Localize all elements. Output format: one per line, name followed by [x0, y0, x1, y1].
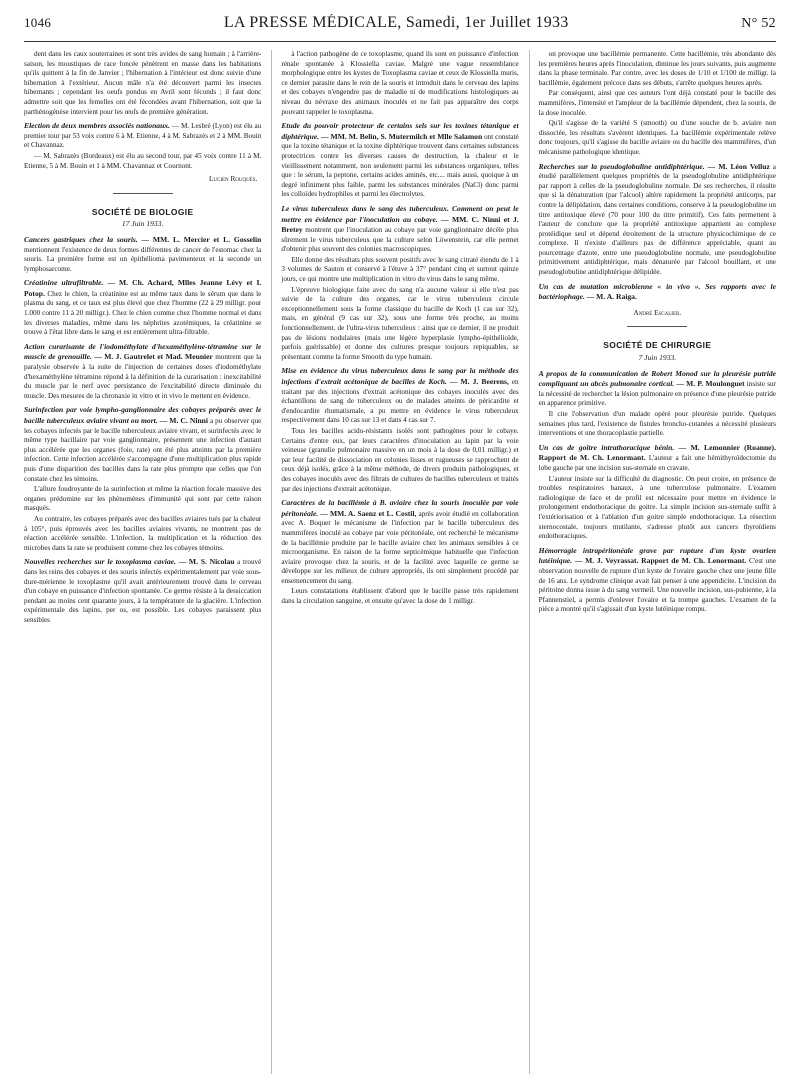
- article-authors: — M. P. Moulonguet: [676, 379, 745, 389]
- article-authors: — M. A. Raiga.: [586, 292, 637, 302]
- session-date: 7 Juin 1933.: [638, 353, 677, 363]
- article-title: A propos de la communication de Robert Monod sur la pleurésie putride compliquant un abcès pulmonaire cortical.: [538, 368, 776, 389]
- paragraph: on provoque une bacillémie permanente. Cette bacillémie, très abondante dès les premières heures après l'inoculation, diminue les jours suivants, puis augmente dans la phase terminale. Par contre, avec les doses de 1/10 et 1/100 de milligr. la bacillémie, également précoce dans ses débuts, s'arrête quelques heures après.: [538, 50, 776, 87]
- article-body: après avoir étudié en collaboration avec A. Boquet le mécanisme de l'infection par le bacille tuberculeux des mammifères inoculé au cobaye par voie péritonéale, ont recherché le mécanisme de la bacillémie produite par le bacille aviaire chez les animaux sensibles à ce microorganisme. En raison de la forme septicémique habituelle que l'infection aviaire provoque chez la souris, et de la facilité avec laquelle ce germe se développe sur les milieux de culture appropriés, ils ont simplement procédé par ensemencement du sang.: [281, 509, 519, 585]
- article-paragraph: Elle donne des résultats plus souvent positifs avec le sang citraté étendu de 1 à 3 volumes de Sauton et conservé à l'étuve à 37° pendant cinq et surtout quinze jours, ce qui montre une multiplication in vitro du virus dans le sang même.: [281, 255, 519, 284]
- article-title: Recherches sur la pseudoglobuline antidiphtérique.: [538, 161, 705, 171]
- article-title: Etude du pouvoir protecteur de certains sels sur les toxines tétanique et diphtérique.: [281, 121, 519, 141]
- article-title: Surinfection par voie lympho-ganglionnaire des cobayes préparés avec le bacille tuberculeux aviaire vivant ou mort.: [24, 405, 262, 425]
- article-body: insiste sur la nécessité de rechercher la lésion pulmonaire en présence d'une pleurésie putride en apparence primitive.: [538, 380, 776, 408]
- article-authors: — M. J. Beerens,: [449, 377, 509, 386]
- article-lead: [24, 342, 261, 402]
- article-lead: [539, 369, 776, 409]
- article: [24, 235, 261, 274]
- article-lead: [24, 557, 261, 625]
- article-authors: — M. Ch. Achard, Mlles Jeanne Lévy et I. Potop.: [24, 278, 262, 298]
- article-title: Caractères de la bacillémie à B. aviaire chez la souris inoculée par voie péritonéale.: [281, 498, 519, 518]
- article: [539, 162, 776, 278]
- article-body: L'auteur a fait une hémithyroïdectomie du lobe gauche par une incision sus-sternale en cravate.: [538, 454, 776, 472]
- article-title: Un cas de mutation microbienne « in vivo ». Ses rapports avec le bactériophage.: [538, 281, 776, 302]
- column-2: [271, 50, 518, 1074]
- session-date: 17 Juin 1933.: [121, 219, 164, 229]
- article: [539, 369, 776, 439]
- article-lead: [281, 204, 518, 255]
- article: [281, 498, 518, 607]
- article-authors: — MM. L. Mercier et L. Gosselin: [141, 234, 262, 244]
- article-title: Nouvelles recherches sur le toxoplasma caviae.: [24, 557, 176, 567]
- article: [281, 204, 518, 363]
- article: [24, 557, 261, 625]
- article-body: a trouvé dans les reins des cobayes et des souris infectés expérimentalement par voie sous-dure-mérienne le toxoplasme qu'il avait antérieurement trouvé dans le cerveau d'un cobaye en puissance d'infection spontanée. Ce germe résiste à la dessiccation pendant au moins cent quarante jours, à la température de la glacière. L'infection expérimentale des lapins, per os, est possible. Les cobayes paraissent plus sensibles: [24, 558, 262, 624]
- article-title: Cancers gastriques chez la souris.: [24, 234, 138, 244]
- article-lead: [539, 282, 776, 303]
- signature: André Escalier.: [633, 308, 682, 317]
- column-3: [529, 50, 776, 1074]
- article-paragraph: Leurs constatations établissent d'abord que le bacille passe très rapidement dans la circulation sanguine, et ensuite qu'avec la dose de 1 milligr.: [281, 587, 519, 606]
- election-text: — M. Sabrazès (Bordeaux) est élu au second tour, par 45 voix contre 11 à M. Etienne, 5 à M. Bouin et 1 à MM. Chavannaz et Cournont.: [24, 151, 262, 170]
- article: [539, 546, 776, 615]
- page-header: [24, 14, 776, 42]
- article: [281, 121, 518, 200]
- article-body: montrent que l'inoculation au cobaye par voie ganglionnaire décèle plus sûrement le virus tuberculeux que la culture selon Löwenstein, car elle permet d'obtenir plus souvent des colonies macroscopiques.: [281, 226, 519, 254]
- columns: [24, 50, 776, 1074]
- article: [539, 282, 776, 303]
- section-divider: [113, 193, 173, 194]
- article-body: en traitant par des injections d'extrait acétonique des cobayes inoculés avec des échantillons de sang de tuberculeux ou de malades atteints de péricardite et d'endocardite rhumatismale, a pu mettre en évidence le virus tuberculeux respectivement dans 10 cas sur 13 et dans 4 cas sur 7.: [281, 378, 519, 425]
- article-lead: [281, 366, 518, 426]
- issue-number: N° 52: [741, 16, 776, 31]
- article-title: Mise en évidence du virus tuberculeux dans le sang par la méthode des injections d'extrait acétonique de bacilles de Koch.: [281, 366, 519, 386]
- article: [281, 366, 518, 494]
- article-title: Le virus tuberculeux dans le sang des tuberculeux. Comment on peut le mettre en évidence par l'inoculation au cobaye.: [281, 203, 519, 224]
- article: [24, 278, 261, 338]
- article-authors: — MM. M. Belin, S. Mutermilch et Mlle Salamon: [320, 131, 483, 141]
- section-divider: [627, 326, 687, 327]
- article-lead: [281, 121, 518, 200]
- article-authors: — M. Lemonnier (Roanne). Rapport de M. Ch. Lenormant.: [538, 442, 776, 463]
- article-title: Hémorragie intrapéritonéale grave par rupture d'un kyste ovarien lutéinique.: [538, 545, 776, 566]
- article-lead: [24, 405, 261, 484]
- article-lead: [539, 162, 776, 278]
- article-body: ont constaté que la toxine tétanique et la toxine diphtérique trouvent dans certaines substances protectrices contre les diverses causes de destruction, la chaleur et le vieillissement notamment, non seulement parmi les substances organiques, telles que : le sérum, la peptone, certains acides aminés, etc.... mais aussi, quoique à un degré infiniment plus faible, parmi les substances minérales (NaCl) donc parmi les colloïdes hydrophiles et parmi les électrolytes.: [281, 132, 519, 199]
- article-body: C'est une observation nouvelle de rupture d'un kyste de l'ovaire gauche chez une jeune fille de 16 ans. Le syndrome clinique avait fait penser à une appendicite. L'incision du péritoine donna issue à du sang vermeil. Une nouvelle incision, sus-pubienne, à la Pfannenstiel, a permis d'enlever l'ovaire et la trompe gauches. L'examen de la pièce a montré qu'il s'agissait d'un kyste lutéinique rompu.: [538, 557, 776, 614]
- election-notice: [24, 121, 261, 185]
- journal-title: LA PRESSE MÉDICALE, Samedi, 1er Juillet 1933: [223, 14, 569, 31]
- article-lead: [24, 278, 261, 338]
- article-body: mentionnent l'existence de deux formes différentes de cancer de l'estomac chez la souris. La première forme est un épithélioma pavimenteux et la seconde un lymphosarcome.: [24, 245, 262, 273]
- article-body: a étudié parallèlement quelques propriétés de la pseudoglobuline antidiphtérique par rapport à celles de la pseudoglobuline normale. De ses recherches, il résulte que si la dénaturation (par l'alcool) altère rapidement la propriété anticorps, par contre la délipidation, dans certaines conditions, conserve à la pseudoglobuline un titre antitoxique élevé (70 pour 100 du titre primitif). Ces faits permettent à l'auteur de conclure que la propriété antitoxique appartient au complexe protéidique seul et dépend étroitement de la structure physicochimique de ce complexe. Il n'existe d'ailleurs pas de différence appréciable, quant au pourcentage d'azote, entre une pseudoglobuline normale, une pseudoglobuline primitivement antidiphtérique, mais dénaturée par l'alcool bouillant, et une pseudoglobuline antidiphtérique délipidée.: [538, 162, 776, 277]
- article-authors: — M. S. Nicolau: [178, 557, 235, 567]
- article-authors: — M. C. Ninni: [159, 416, 209, 425]
- article-paragraph: Il cite l'observation d'un malade opéré pour pleurésie putride. Quelques semaines plus tard, l'existence de fistules broncho-cutanées a nécessité plusieurs interventions et une thoracoplastie partielle.: [538, 410, 776, 438]
- election-title: Election de deux membres associés nationaux.: [24, 121, 171, 131]
- paragraph: à l'action pathogène de ce toxoplasme, quand ils sont en puissance d'infection rénale spontanée à Klossiella caviae. Malgré une vague ressemblance morphologique entre les kystes de Toxoplasma caviae et ceux de Klossiella muris, ce dernier parasite dans le rein de la souris et introduit dans le cerveau des lapins et des cobayes n'engendre pas de maladie ni de modifications histologiques au niveau du névraxe des animaux inoculés et ne fait pas apparaître des corps pouvant rappeler le toxoplasma.: [281, 50, 519, 116]
- article-title: Action curarisante de l'iodométhylate d'hexaméthylène-tétramine sur le muscle de grenouille.: [24, 341, 262, 362]
- article-authors: — M. J. Veyrassat. Rapport de M. Ch. Lenormant.: [574, 556, 747, 566]
- article-paragraph: Tous les bacilles acido-résistants isolés sont pathogènes pour le cobaye. Certains d'entre eux, par leurs caractères d'inoculation au lapin par la voie veineuse (granulie pulmonaire massive en un mois à la dose de 0,01 milligr.) et par leur facilité de dissociation en colonies lisses et rugueuses se rapprochent de ceux déjà isolés, grâce à la même méthode, de divers produits pathologiques, et des cobayes inoculés avec des filtrats de cultures de bacilles tuberculeux et traités par des injections d'extrait acétonique.: [281, 426, 519, 493]
- election-text: — M. Lesbré (Lyon) est élu au premier tour par 53 voix contre 6 à M. Etienne, 4 à M. Sabrazès et 2 à MM. Bouin et Chavannaz.: [24, 122, 262, 150]
- article-title: Un cas de goitre intrathoracique bénin.: [538, 442, 675, 452]
- article-lead: [24, 235, 261, 274]
- article-paragraph: Au contraire, les cobayes préparés avec des bacilles aviaires tués par la chaleur à 105°, puis éprouvés avec les bacilles aviaires vivants, ne montrent pas de réaction accélérée sensible. L'infection, la multiplication et la réduction des microbes dans la rate se produisent comme chez les cobayes témoins.: [24, 514, 262, 552]
- article-title: Créatinine ultrafiltrable.: [24, 278, 104, 288]
- election-lead: [24, 121, 261, 151]
- article-authors: — MM. C. Ninni et J. Bretey: [281, 214, 519, 235]
- column-1: [24, 50, 261, 1074]
- page-number: 1046: [24, 15, 52, 30]
- article-paragraph: L'épreuve biologique faite avec du sang n'a aucune valeur si elle n'est pas suivie de la culture des organes, car le virus tuberculeux circule exceptionnellement sous la forme classique du bacille de Koch (1 cas sur 32), mais, en général (9 cas sur 32), sous une forme très proche, au moins fonctionnellement, de l'ultra-virus tuberculeux : ainsi que ce dernier, il ne produit pas de lésions nodulaires (mais une légère hyperplasie lympho-épithélioïde, parfois guérissable) et donne des cultures presque toujours repiquables, se présentant comme la forme Smooth du type humain.: [281, 285, 519, 361]
- article-authors: — M. Léon Velluz: [707, 161, 770, 171]
- article: [539, 443, 776, 542]
- paragraph: Par conséquent, ainsi que ces auteurs l'ont déjà constaté pour le bacille des mammifères, l'intensité et l'ampleur de la bacillémie dépendent, chez la souris, de la dose inoculée.: [538, 89, 776, 117]
- signature: Lucien Rouquès.: [208, 175, 258, 184]
- article: [24, 405, 261, 553]
- article-authors: — M. J. Gautrelet et Mad. Meunier: [94, 352, 213, 362]
- society-heading: SOCIÉTÉ DE BIOLOGIE: [91, 206, 194, 217]
- society-heading: SOCIÉTÉ DE CHIRURGIE: [603, 340, 712, 351]
- article-body: montrent que la paralysie observée à la suite de l'injection de certaines doses d'iodométhylate d'hexaméthylène tétramine répond à la définition de la curarisation : inexcitabilité du muscle par le nerf avec persistance de l'excitabilité directe diminuée du muscle. Des mesures de la chronaxie in vitro et in vivo le mettent en évidence.: [24, 353, 262, 400]
- article: [24, 342, 261, 402]
- article-lead: [539, 443, 776, 474]
- newspaper-page: [24, 14, 776, 1074]
- article-body: a pu observer que les cobayes infectés par le bacille tuberculeux aviaire vivant, et surinfectés avec le même type bacillaire par voie ganglionnaire, présentent une infection d'autant plus accélérée que les organes (foie, rate) ont été plus atteints par la première infection. Cette infection accélérée s'accompagne d'une multiplication plus rapide puis d'une disparition des bacilles dans la rate plus prompte que celles que l'on constate chez les témoins.: [24, 417, 262, 483]
- paragraph: dent dans les caux souterraines et sont très avides de sang humain ; à l'arrière-saison, les moustiques de race foncée pénètrent en masse dans les habitations qu'ils quittent à la fin de Janvier ; l'hibernation à l'intérieur est donc suivie d'une hibernation à l'extérieur. Aucun mâle n'a été découvert parmi les insectes hibernants ; cependant les oeufs pondus en Avril sont féconds ; il faut donc admettre soit que les femelles ont été fécondées avant l'hibernation, soit que la parthénogénèse intervient pour les œufs de première génération.: [24, 50, 262, 116]
- article-paragraph: L'auteur insiste sur la difficulté du diagnostic. On peut croire, en présence de troubles respiratoires banaux, à une tuberculose pulmonaire. L'examen radiologique de face et de profil est nécessaire pour mettre en évidence le prolongement endothoracique du goitre. La simple incision sus-sternale suffit à l'extériorisation et à l'ablation d'un goitre simple endothoracique. La résection sternocostale, toujours mutilante, s'adresse plutôt aux cancers thyroïdiens endothoraciques.: [538, 474, 776, 541]
- article-lead: [539, 546, 776, 615]
- article-paragraph: L'allure foudroyante de la surinfection et même la réaction focale massive des organes prédomine sur les phénomènes d'immunité qui sont par cette raison masqués.: [24, 485, 262, 513]
- paragraph: Qu'il s'agisse de la variété S (smooth) ou d'une souche de b. aviaire non dissociée, les résultats s'avèrent identiques. La bacillémie expérimentale relève donc toujours, qu'il s'agisse du bacille aviaire ou du bacille des mammifères, d'un mécanisme pathologique identique.: [538, 119, 776, 156]
- article-lead: [281, 498, 518, 586]
- article-body: Chez le chien, la créatinine est au même taux dans le sérum que dans le plasma du sang, et ce taux est plus élevé que chez l'homme (22 à 29 milligr. pour 1.000 contre 11 à 20 milligr.). Chez le chien comme chez l'homme normal et dans les diverses maladies, même dans les néphrites azotémiques, la créatinine se trouve à l'état libre dans le sang et est entièrement ultra-filtrable.: [24, 289, 262, 337]
- article-authors: — MM. A. Saenz et L. Costil,: [320, 508, 417, 518]
